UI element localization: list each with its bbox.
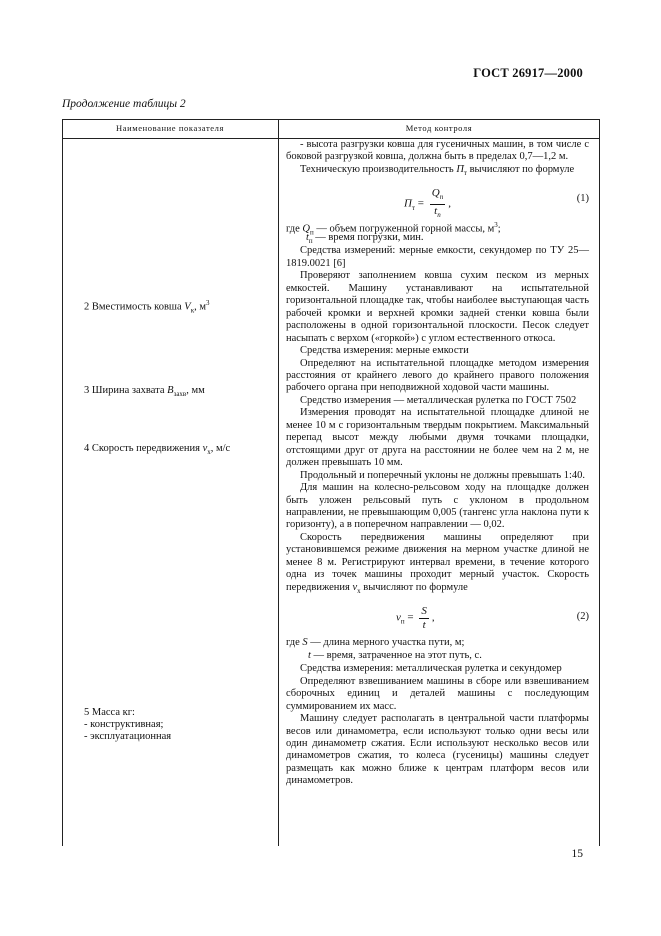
paragraph-slopes: Продольный и поперечный уклоны не должны превышать 1:40.: [300, 469, 586, 481]
table-right-border: [599, 119, 600, 846]
formula-2-number: (2): [576, 611, 589, 623]
formula-1-number: (1): [576, 193, 589, 205]
where-time: t — время, затраченное на этот путь, с.: [308, 650, 482, 662]
table-top-border: [62, 119, 600, 120]
row-travel-speed-label: 4 Скорость передвижения $v_x$, м/с: [84, 443, 231, 457]
control-methods-table: [62, 119, 600, 846]
paragraph-unload-height: - высота разгрузки ковша для гусеничных машин, в том числе с боковой разгрузкой ковша, должна быть в пределах 0,7—1,2 м.: [286, 139, 589, 163]
paragraph-scales-placement: Машину следует располагать в центральной части платформы весов или динамометра, если используют только одни весы или один динамометр сжатия. Если используют несколько весов или динамометров сжатия, то колеса (гусеницы) машины следует размещать как можно ближе к центрам платформ весов или динамометров.: [286, 713, 589, 787]
formula-1: $П_т$ = $\frac{Q_п}{t_п}$ , (1): [404, 187, 589, 220]
paragraph-productivity: Техническую производительность $П_т$ вычисляют по формуле: [300, 163, 575, 177]
column-header-indicator: Наименование показателя: [115, 123, 224, 133]
page-number: 15: [571, 848, 583, 860]
paragraph-weighing: Определяют взвешиванием машины в сборе или взвешиванием сборочных единиц и деталей машины с последующим суммированием их масс.: [286, 675, 589, 712]
where-q: где $Q_п$ — объем погруженной горной массы, $м^3$;: [286, 221, 501, 238]
mass-title: 5 Масса кг:: [84, 707, 135, 718]
formula-2: $v_п$ = $\frac{S}{t}$ , (2): [396, 605, 589, 631]
where-t: $t_п$ — время погрузки, мин.: [306, 232, 424, 246]
paragraph-grip-width-method: Определяют на испытательной площадке методом измерения расстояния от крайнего левого до крайнего правого положения рабочего органа при неподвижной ходовой части машины.: [286, 357, 589, 394]
paragraph-instruments-4: Средства измерения: металлическая рулетка и секундомер: [300, 663, 562, 675]
mass-operational: - эксплуатационная: [84, 731, 172, 742]
table-left-border: [62, 119, 63, 846]
standard-header: ГОСТ 26917—2000: [473, 66, 583, 80]
paragraph-test-site: Измерения проводят на испытательной площадке длиной не менее 10 м с горизонтальным твердым покрытием. Максимальный перепад высот между любыми двумя точками площадки, отстоящими друг от друга на расстоянии не более чем на 2 м, не должен превышать 10 мм.: [286, 407, 589, 469]
paragraph-instruments-2: Средства измерения: мерные емкости: [300, 345, 469, 357]
row-mass-label: [84, 707, 171, 743]
row-bucket-capacity-label: 2 Вместимость ковша $V_к$, $м^3$: [84, 299, 210, 315]
table-continuation-caption: Продолжение таблицы 2: [62, 98, 186, 110]
paragraph-instruments-3: Средство измерения — металлическая рулетка по ГОСТ 7502: [300, 394, 577, 406]
column-header-method: Метод контроля: [405, 123, 473, 133]
paragraph-rail-track: Для машин на колесно-рельсовом ходу на площадке должен быть уложен рельсовый путь с уклоном в продольном направлении, не превышающим 0,005 (тангенс угла наклона пути к горизонту), а в поперечном направлении — 0,02.: [286, 482, 589, 531]
mass-constructive: - конструктивная;: [84, 719, 164, 730]
paragraph-bucket-fill: Проверяют заполнением ковша сухим песком из мерных емкостей. Машину устанавливают на испытательной горизонтальной площадке так, чтобы наиболее выступающая часть рабочей кромки и верхней кромки задней стенки ковша были расположены в одной горизонтальной плоскости. Песок следует насыпать с верхом («горкой») с углом естественного откоса.: [286, 270, 589, 344]
paragraph-speed-method: Скорость передвижения машины определяют при установившемся режиме движения на мерном участке длиной не менее 8 м. Регистрируют интервал времени, в течение которого одна из точек машины проходит мерный участок. Скорость передвижения $v_x$ вычисляют по формуле: [286, 531, 589, 595]
paragraph-instruments-1: Средства измерений: мерные емкости, секундомер по ТУ 25—1819.0021 [6]: [286, 245, 589, 269]
table-column-divider: [278, 119, 279, 846]
where-s: где S — длина мерного участка пути, м;: [286, 637, 465, 649]
method-column-text: [286, 139, 589, 788]
row-grip-width-label: 3 Ширина захвата $B_{захв}$, мм: [84, 385, 205, 399]
